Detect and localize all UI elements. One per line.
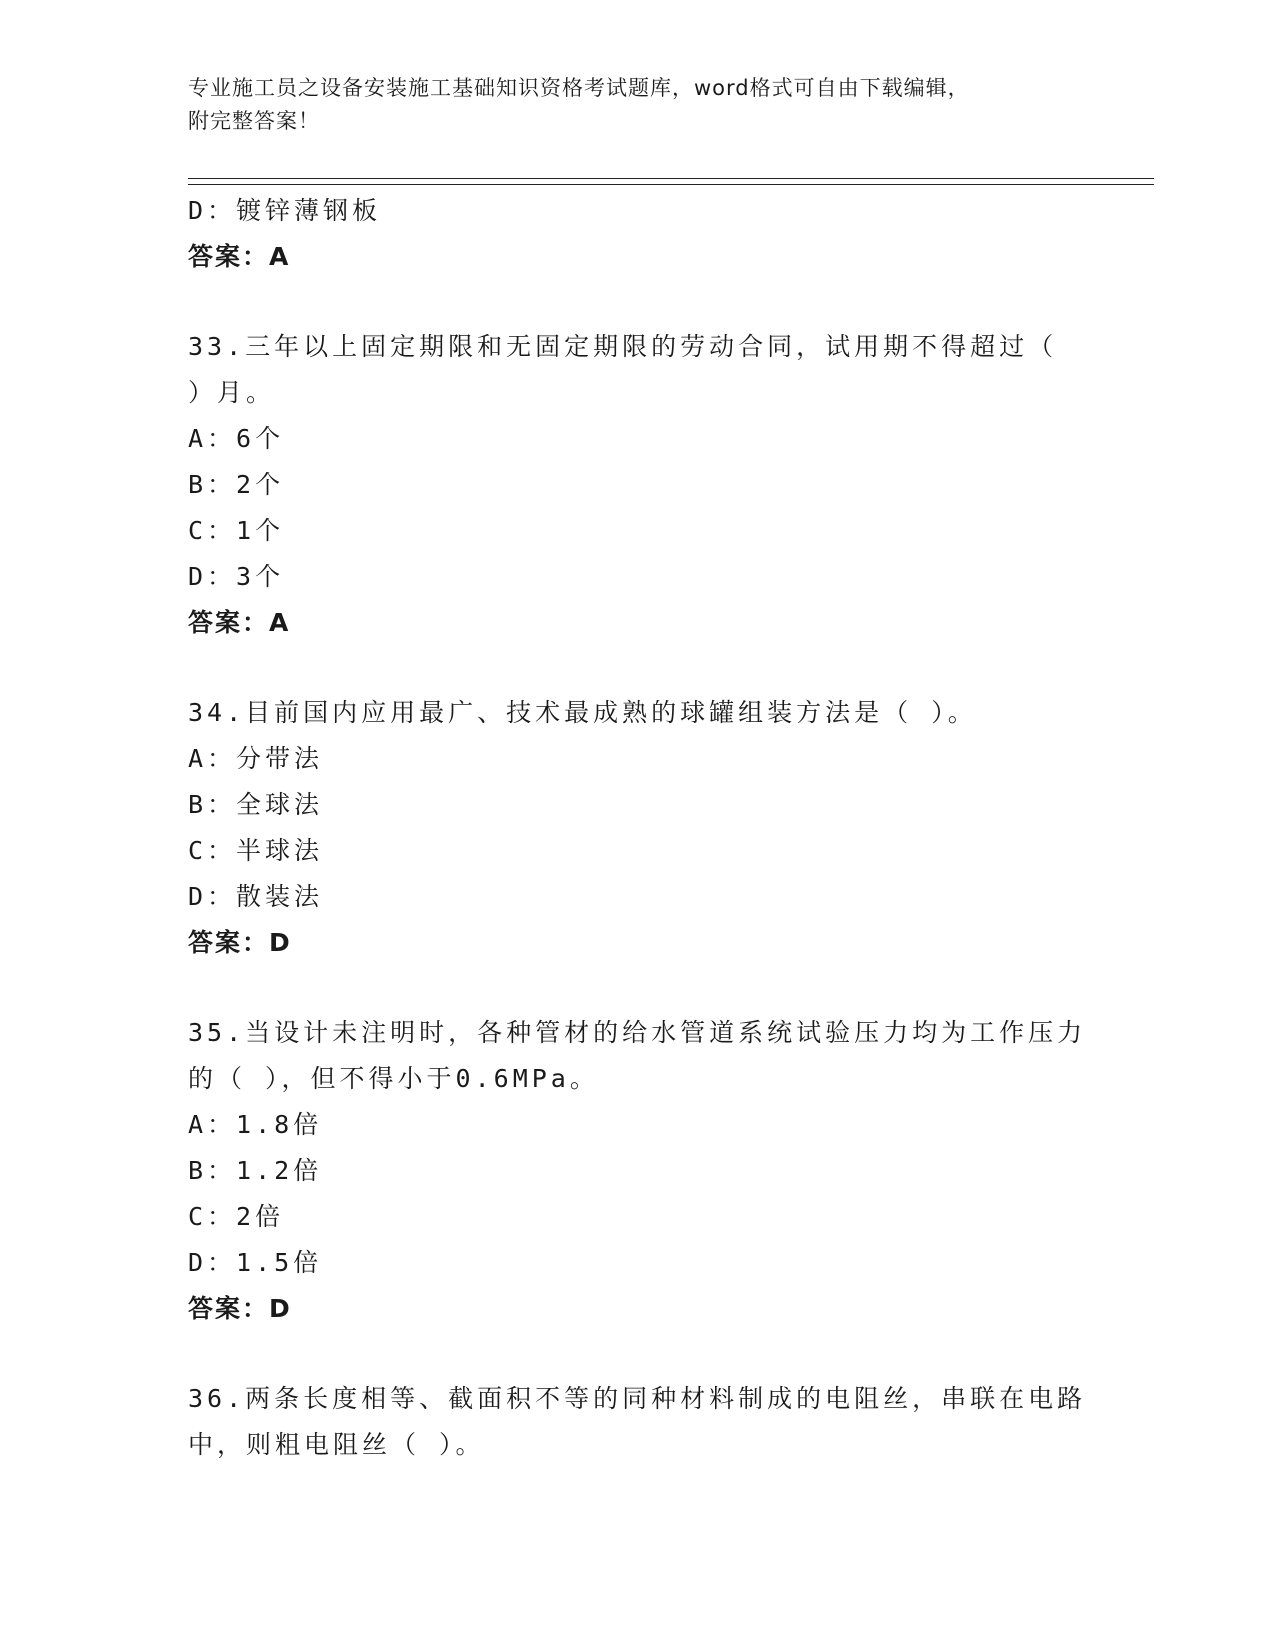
header-divider-bottom — [188, 184, 1154, 185]
spacer — [188, 1332, 1068, 1376]
carryover-answer: 答案：A — [188, 242, 291, 271]
answer: 答案：A — [188, 608, 291, 637]
answer: 答案：D — [188, 928, 292, 957]
option-a: A：分带法 — [188, 744, 324, 773]
question-text-line-1: 34.目前国内应用最广、技术最成熟的球罐组装方法是（ ）。 — [188, 698, 977, 727]
question-35 — [188, 1010, 1087, 1332]
spacer — [188, 280, 1068, 324]
option-c: C：2倍 — [188, 1202, 285, 1231]
header-line-2: 附完整答案！ — [188, 109, 320, 133]
option-b: B：2个 — [188, 470, 285, 499]
answer: 答案：D — [188, 1294, 292, 1323]
question-text-line-2: ）月。 — [188, 378, 276, 407]
question-text-line-1: 33.三年以上固定期限和无固定期限的劳动合同，试用期不得超过（ — [188, 332, 1058, 361]
option-c: C：1个 — [188, 516, 285, 545]
option-a: A：1.8倍 — [188, 1110, 323, 1139]
question-36 — [188, 1376, 1087, 1468]
carryover-option-d: D：镀锌薄钢板 — [188, 196, 382, 225]
option-c: C：半球法 — [188, 836, 324, 865]
option-a: A：6个 — [188, 424, 285, 453]
option-d: D：3个 — [188, 562, 285, 591]
question-content — [188, 188, 1087, 1468]
question-34 — [188, 690, 1068, 966]
question-text-line-2: 中，则粗电阻丝（ ）。 — [188, 1430, 485, 1459]
spacer — [188, 646, 1068, 690]
option-b: B：1.2倍 — [188, 1156, 323, 1185]
header-line-1: 专业施工员之设备安装施工基础知识资格考试题库，word格式可自由下载编辑， — [188, 76, 970, 100]
question-text-line-1: 36.两条长度相等、截面积不等的同种材料制成的电阻丝，串联在电路 — [188, 1384, 1087, 1413]
option-b: B：全球法 — [188, 790, 324, 819]
question-33 — [188, 324, 1068, 646]
spacer — [188, 966, 1068, 1010]
header-divider-top — [188, 178, 1154, 179]
document-header — [188, 72, 1088, 138]
question-text-line-2: 的（ ），但不得小于0.6MPa。 — [188, 1064, 599, 1093]
option-d: D：散装法 — [188, 882, 324, 911]
option-d: D：1.5倍 — [188, 1248, 323, 1277]
question-text-line-1: 35.当设计未注明时，各种管材的给水管道系统试验压力均为工作压力 — [188, 1018, 1087, 1047]
